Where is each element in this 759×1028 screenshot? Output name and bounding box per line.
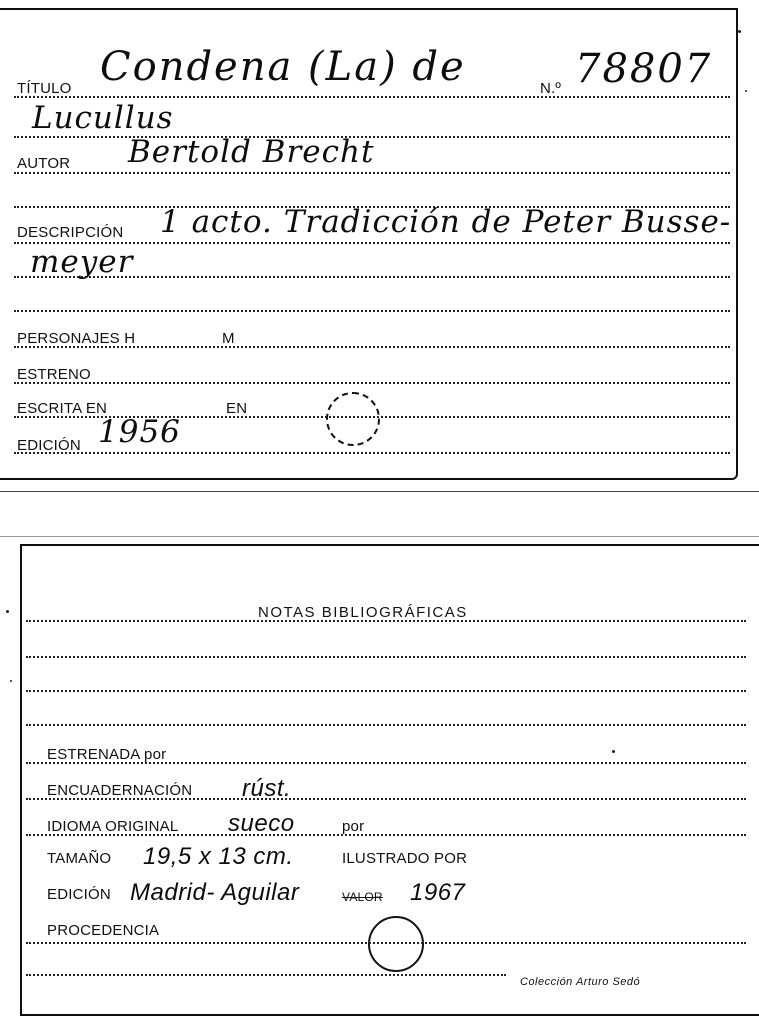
descripcion-label: DESCRIPCIÓN: [17, 224, 124, 241]
numero-value: 78807: [575, 46, 713, 92]
encuadernacion-label: ENCUADERNACIÓN: [47, 782, 193, 799]
rule-notas-4: [26, 724, 746, 726]
numero-label: N.º: [540, 80, 562, 97]
estreno-label: ESTRENO: [17, 366, 91, 383]
descripcion-value-line-2: meyer: [30, 244, 134, 280]
autor-value: Bertold Brecht: [128, 134, 375, 170]
punch-hole-front: [326, 392, 380, 446]
rule-notas-1: [26, 620, 746, 622]
ilustrado-label: ILUSTRADO POR: [342, 850, 468, 867]
rule-estreno: [14, 382, 730, 384]
scan-speckle: [612, 750, 615, 753]
edicion-back-value: Madrid- Aguilar: [130, 879, 300, 906]
por-label: por: [342, 818, 365, 835]
notas-heading: NOTAS BIBLIOGRÁFICAS: [258, 604, 468, 621]
rule-blank-2: [14, 310, 730, 312]
encuadernacion-value: rúst.: [242, 775, 292, 802]
idioma-value: sueco: [228, 810, 295, 837]
personajes-label: PERSONAJES H: [17, 330, 136, 347]
card-separator-bottom: [0, 536, 759, 537]
scan-speckle: [10, 680, 12, 682]
card-separator-top: [0, 491, 759, 492]
tamano-label: TAMAÑO: [47, 850, 112, 867]
titulo-value: Condena (La) de: [100, 44, 466, 90]
rule-titulo: [14, 96, 730, 98]
edicion-back-label: EDICIÓN: [47, 886, 111, 903]
en-label: EN: [226, 400, 248, 417]
escrita-label: ESCRITA EN: [17, 400, 108, 417]
rule-notas-2: [26, 656, 746, 658]
scan-speckle: [745, 90, 747, 92]
descripcion-value: 1 acto. Tradicción de Peter Busse-: [160, 204, 732, 240]
tamano-value: 19,5 x 13 cm.: [143, 843, 294, 870]
scan-speckle: [738, 30, 741, 33]
titulo-value-line-2: Lucullus: [32, 100, 174, 136]
valor-value: 1967: [410, 879, 466, 906]
rule-autor: [14, 172, 730, 174]
personajes-m-label: M: [222, 330, 235, 347]
titulo-label: TÍTULO: [17, 80, 72, 97]
collection-credit: Colección Arturo Sedó: [520, 976, 641, 988]
edicion-label: EDICIÓN: [17, 437, 81, 454]
autor-label: AUTOR: [17, 155, 71, 172]
rule-edicion: [14, 452, 730, 454]
rule-bottom: [26, 974, 506, 976]
punch-hole-back: [368, 916, 424, 972]
estrenada-label: ESTRENADA por: [47, 746, 167, 763]
idioma-label: IDIOMA ORIGINAL: [47, 818, 179, 835]
procedencia-label: PROCEDENCIA: [47, 922, 160, 939]
edicion-value: 1956: [98, 414, 181, 450]
rule-notas-3: [26, 690, 746, 692]
valor-label: VALOR: [342, 890, 383, 904]
scan-speckle: [6, 610, 9, 613]
